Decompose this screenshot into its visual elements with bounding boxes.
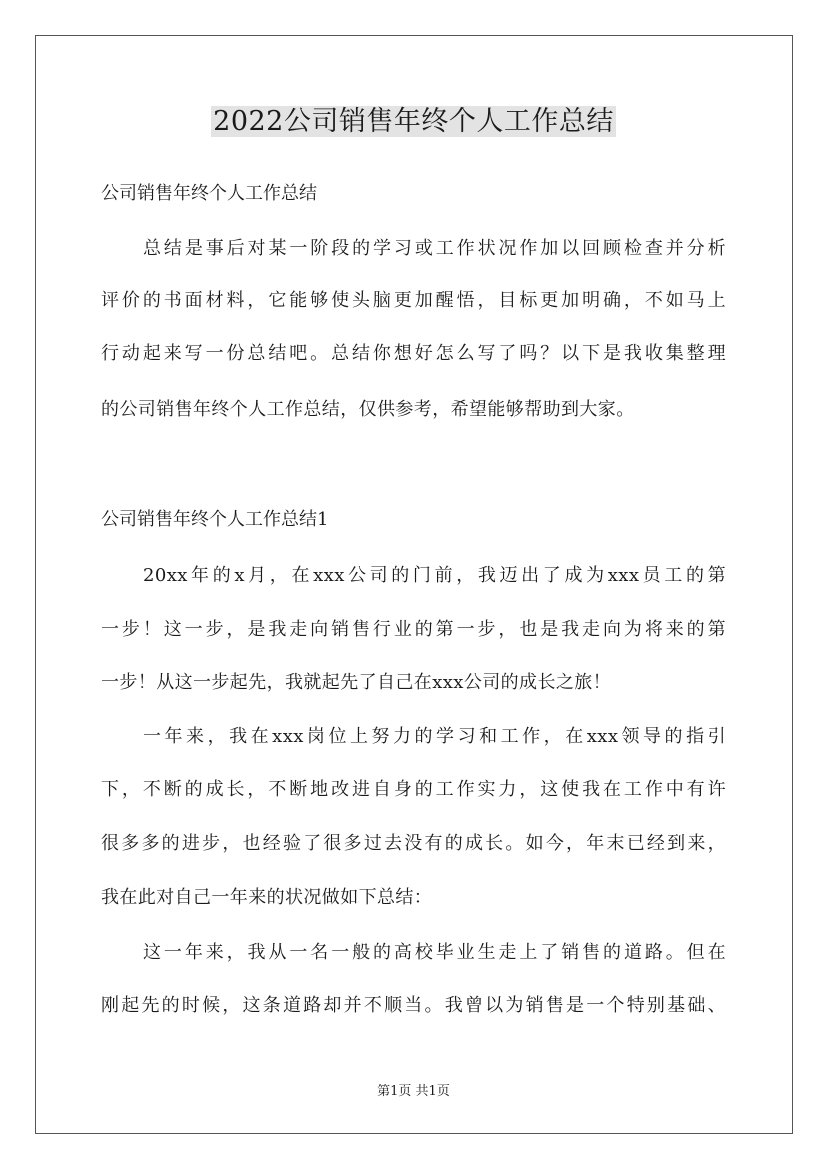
intro-line-4: 的公司销售年终个人工作总结，仅供参考，希望能够帮助到大家。 xyxy=(101,399,635,420)
intro-subtitle: 公司销售年终个人工作总结 xyxy=(101,183,317,204)
section-line-9: 刚起先的时候，这条道路却并不顺当。我曾以为销售是一个特别基础、 xyxy=(101,995,726,1016)
section-line-8: 这一年来，我从一名一般的高校毕业生走上了销售的道路。但在 xyxy=(143,942,726,963)
intro-line-3: 行动起来写一份总结吧。总结你想好怎么写了吗？以下是我收集整理 xyxy=(101,343,726,364)
document-title xyxy=(0,100,827,144)
section-line-2: 一步！这一步，是我走向销售行业的第一步，也是我走向为将来的第 xyxy=(101,619,726,640)
section-line-5: 下，不断的成长，不断地改进自身的工作实力，这使我在工作中有许 xyxy=(101,779,726,800)
section-line-7: 我在此对自己一年来的状况做如下总结： xyxy=(101,887,433,908)
section-line-1: 20xx年的x月，在xxx公司的门前，我迈出了成为xxx员工的第 xyxy=(143,565,726,586)
intro-line-1: 总结是事后对某一阶段的学习或工作状况作加以回顾检查并分析 xyxy=(143,238,726,259)
section-line-4: 一年来，我在xxx岗位上努力的学习和工作，在xxx领导的指引 xyxy=(143,726,726,747)
section-line-3: 一步！从这一步起先，我就起先了自己在xxx公司的成长之旅！ xyxy=(101,672,612,693)
intro-line-2: 评价的书面材料，它能够使头脑更加醒悟，目标更加明确，不如马上 xyxy=(101,290,726,311)
document-title-text: 2022公司销售年终个人工作总结 xyxy=(213,106,614,137)
section-heading: 公司销售年终个人工作总结1 xyxy=(101,509,329,530)
page-footer: 第1页 共1页 xyxy=(377,1084,450,1099)
section-line-6: 很多多的进步，也经验了很多过去没有的成长。如今，年末已经到来， xyxy=(101,833,726,854)
